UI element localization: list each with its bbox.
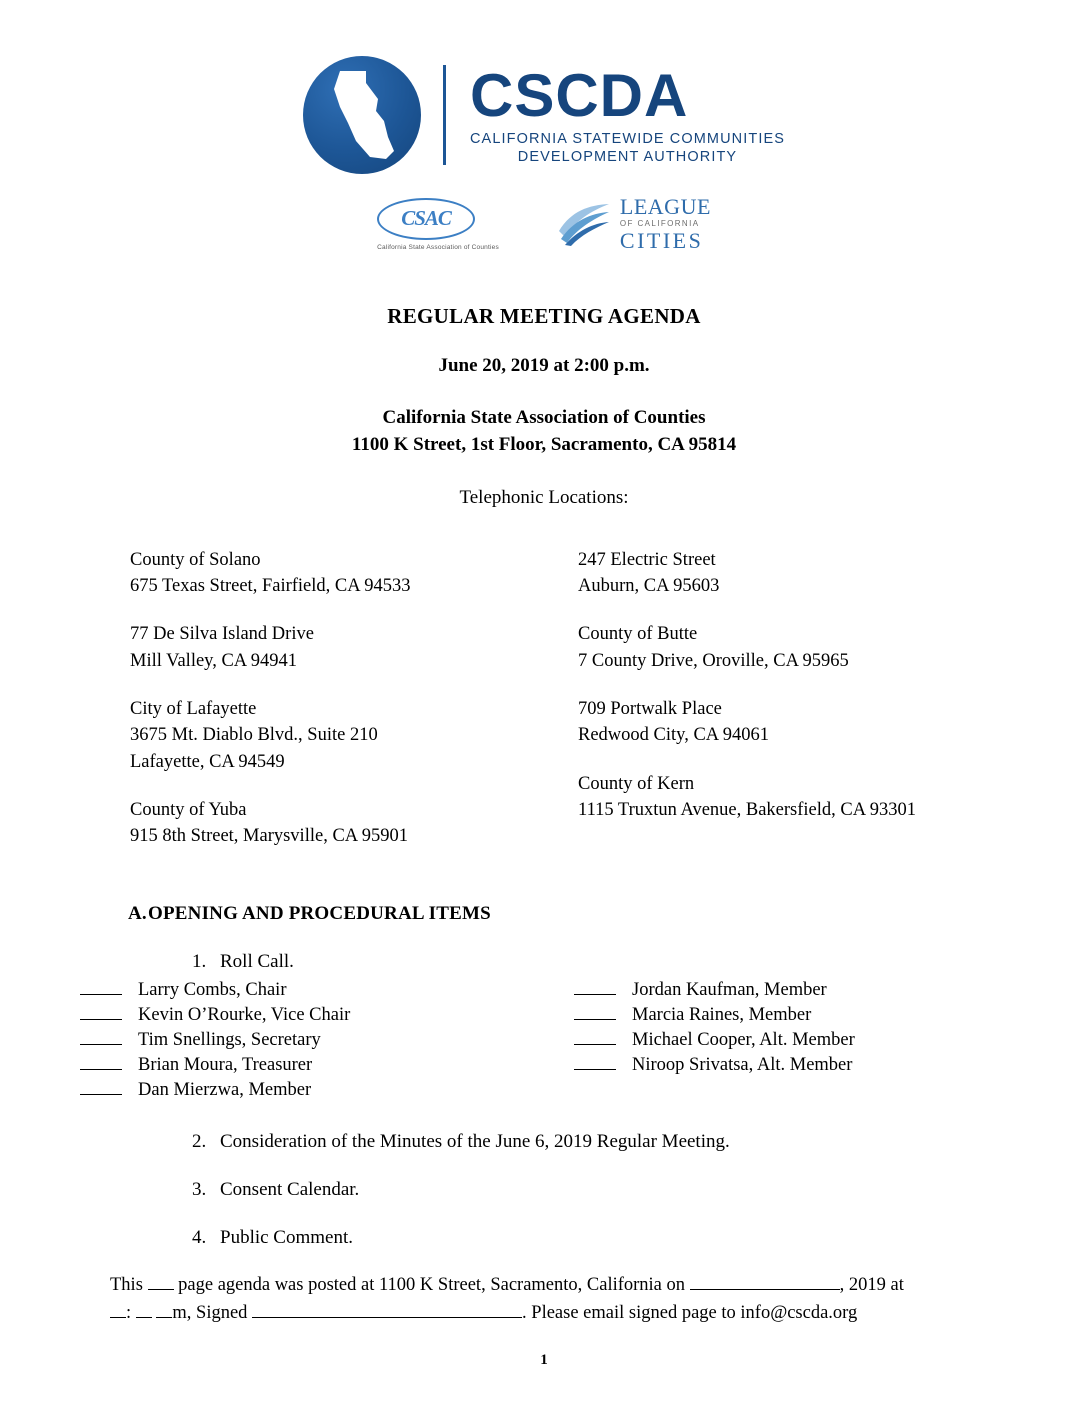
cscda-acronym: CSCDA bbox=[469, 61, 689, 129]
meeting-datetime: June 20, 2019 at 2:00 p.m. bbox=[438, 355, 650, 376]
agenda-item-4 bbox=[80, 1227, 1008, 1249]
partner-logos bbox=[377, 196, 711, 252]
location-entry bbox=[130, 621, 560, 674]
location-entry bbox=[130, 547, 560, 600]
league-line2: OF CALIFORNIA bbox=[619, 219, 700, 228]
league-of-california-cities-logo bbox=[557, 196, 711, 252]
member-name: Larry Combs, Chair bbox=[138, 980, 287, 1001]
posting-part1: This bbox=[110, 1275, 143, 1295]
posting-part5: m, Signed bbox=[172, 1302, 248, 1323]
location-line: County of Kern bbox=[578, 773, 695, 794]
member-name: Kevin O’Rourke, Vice Chair bbox=[138, 1005, 351, 1026]
posting-hour-blank[interactable] bbox=[110, 1303, 126, 1318]
signature-blank[interactable] bbox=[252, 1303, 522, 1318]
posting-statement bbox=[110, 1272, 1018, 1328]
cscda-subtitle-line1: CALIFORNIA STATEWIDE COMMUNITIES bbox=[469, 131, 785, 148]
logo-block bbox=[80, 0, 1008, 252]
location-line: County of Solano bbox=[130, 549, 261, 570]
venue-line2: 1100 K Street, 1st Floor, Sacramento, CA 95814 bbox=[351, 433, 737, 455]
location-line: 247 Electric Street bbox=[578, 549, 716, 570]
roll-call-checkbox[interactable] bbox=[80, 1081, 122, 1095]
roll-call-checkbox[interactable] bbox=[80, 1031, 122, 1045]
location-line: 3675 Mt. Diablo Blvd., Suite 210 bbox=[130, 725, 378, 746]
item-number: 3. bbox=[192, 1179, 207, 1201]
league-line1: LEAGUE bbox=[619, 194, 711, 219]
csac-mark: CSAC bbox=[377, 198, 475, 240]
section-heading bbox=[80, 903, 1008, 925]
roster-row bbox=[80, 1080, 514, 1101]
posting-part4: : bbox=[126, 1302, 132, 1323]
roll-call-roster bbox=[80, 980, 1008, 1105]
page-title: REGULAR MEETING AGENDA bbox=[387, 304, 701, 328]
item-number: 4. bbox=[192, 1227, 207, 1249]
location-entry bbox=[578, 621, 1008, 674]
cscda-subtitle-line2: DEVELOPMENT AUTHORITY bbox=[517, 149, 738, 166]
item-text: Consideration of the Minutes of the June 6, 2019 Regular Meeting. bbox=[220, 1131, 730, 1153]
roll-call-checkbox[interactable] bbox=[574, 1056, 616, 1070]
agenda-item-2 bbox=[80, 1131, 1008, 1153]
location-entry bbox=[130, 696, 560, 775]
location-line: 915 8th Street, Marysville, CA 95901 bbox=[130, 826, 408, 847]
location-line: Auburn, CA 95603 bbox=[578, 576, 720, 597]
roster-row bbox=[80, 980, 514, 1001]
location-line: Redwood City, CA 94061 bbox=[578, 725, 770, 746]
member-name: Michael Cooper, Alt. Member bbox=[632, 1030, 855, 1051]
member-name: Dan Mierzwa, Member bbox=[138, 1080, 312, 1101]
location-line: 675 Texas Street, Fairfield, CA 94533 bbox=[130, 576, 411, 597]
location-entry bbox=[578, 771, 1008, 824]
roster-row bbox=[574, 1030, 1008, 1051]
location-line: County of Yuba bbox=[130, 799, 247, 820]
location-line: Mill Valley, CA 94941 bbox=[130, 650, 298, 671]
venue-line1: California State Association of Counties bbox=[382, 407, 706, 428]
agenda-item-3 bbox=[80, 1179, 1008, 1201]
member-name: Niroop Srivatsa, Alt. Member bbox=[632, 1055, 853, 1076]
telephonic-locations bbox=[80, 547, 1008, 849]
league-swoosh-icon bbox=[557, 201, 611, 247]
locations-column-right bbox=[560, 547, 1008, 849]
roll-call-checkbox[interactable] bbox=[80, 981, 122, 995]
telephonic-locations-label: Telephonic Locations: bbox=[459, 486, 629, 508]
roll-call-checkbox[interactable] bbox=[574, 1006, 616, 1020]
location-line: County of Butte bbox=[578, 624, 698, 645]
location-line: 1115 Truxtun Avenue, Bakersfield, CA 93301 bbox=[578, 799, 916, 820]
section-title: OPENING AND PROCEDURAL ITEMS bbox=[148, 903, 491, 925]
item-text: Roll Call. bbox=[220, 951, 294, 973]
member-name: Tim Snellings, Secretary bbox=[138, 1030, 321, 1051]
csac-logo bbox=[377, 198, 499, 251]
cscda-logo bbox=[303, 56, 785, 174]
page-number: 1 bbox=[540, 1352, 548, 1368]
roster-row bbox=[574, 1055, 1008, 1076]
roster-row bbox=[80, 1055, 514, 1076]
csac-caption: California State Association of Counties bbox=[377, 243, 499, 251]
posting-part2: page agenda was posted at 1100 K Street, Sacramento, California on bbox=[178, 1275, 686, 1295]
location-entry bbox=[578, 547, 1008, 600]
location-entry bbox=[130, 797, 560, 850]
locations-column-left bbox=[80, 547, 560, 849]
location-line: 77 De Silva Island Drive bbox=[130, 624, 314, 645]
member-name: Marcia Raines, Member bbox=[632, 1005, 812, 1026]
posting-part3: , 2019 at bbox=[839, 1275, 904, 1295]
roll-call-checkbox[interactable] bbox=[574, 1031, 616, 1045]
california-state-outline-icon bbox=[303, 56, 421, 174]
posting-part6: . Please email signed page to info@cscda.org bbox=[522, 1302, 858, 1323]
page-count-blank[interactable] bbox=[148, 1275, 174, 1290]
roster-row bbox=[80, 1005, 514, 1026]
location-line: 709 Portwalk Place bbox=[578, 699, 722, 719]
member-name: Jordan Kaufman, Member bbox=[632, 980, 827, 1001]
posting-ampm-blank[interactable] bbox=[156, 1303, 172, 1318]
roster-row bbox=[574, 1005, 1008, 1026]
roster-row bbox=[80, 1030, 514, 1051]
roster-column-right bbox=[514, 980, 1008, 1105]
location-line: City of Lafayette bbox=[130, 699, 257, 719]
roll-call-checkbox[interactable] bbox=[80, 1006, 122, 1020]
item-text: Public Comment. bbox=[220, 1227, 353, 1249]
league-wordmark bbox=[620, 196, 711, 252]
posting-minute-blank[interactable] bbox=[136, 1303, 152, 1318]
roll-call-checkbox[interactable] bbox=[80, 1056, 122, 1070]
item-number: 2. bbox=[192, 1131, 207, 1153]
meeting-venue bbox=[80, 405, 1008, 459]
section-letter: A. bbox=[128, 903, 147, 925]
roll-call-checkbox[interactable] bbox=[574, 981, 616, 995]
posting-date-blank[interactable] bbox=[690, 1275, 840, 1290]
location-line: Lafayette, CA 94549 bbox=[130, 751, 285, 772]
item-number: 1. bbox=[192, 951, 207, 973]
agenda-item-1 bbox=[80, 951, 1008, 973]
roster-column-left bbox=[80, 980, 514, 1105]
section-opening-and-procedural-items bbox=[80, 903, 1008, 1249]
league-line3: CITIES bbox=[619, 228, 704, 253]
item-text: Consent Calendar. bbox=[220, 1179, 360, 1201]
roster-row bbox=[574, 980, 1008, 1001]
member-name: Brian Moura, Treasurer bbox=[138, 1055, 313, 1076]
cscda-wordmark bbox=[443, 61, 785, 166]
location-line: 7 County Drive, Oroville, CA 95965 bbox=[578, 650, 849, 671]
location-entry bbox=[578, 696, 1008, 749]
